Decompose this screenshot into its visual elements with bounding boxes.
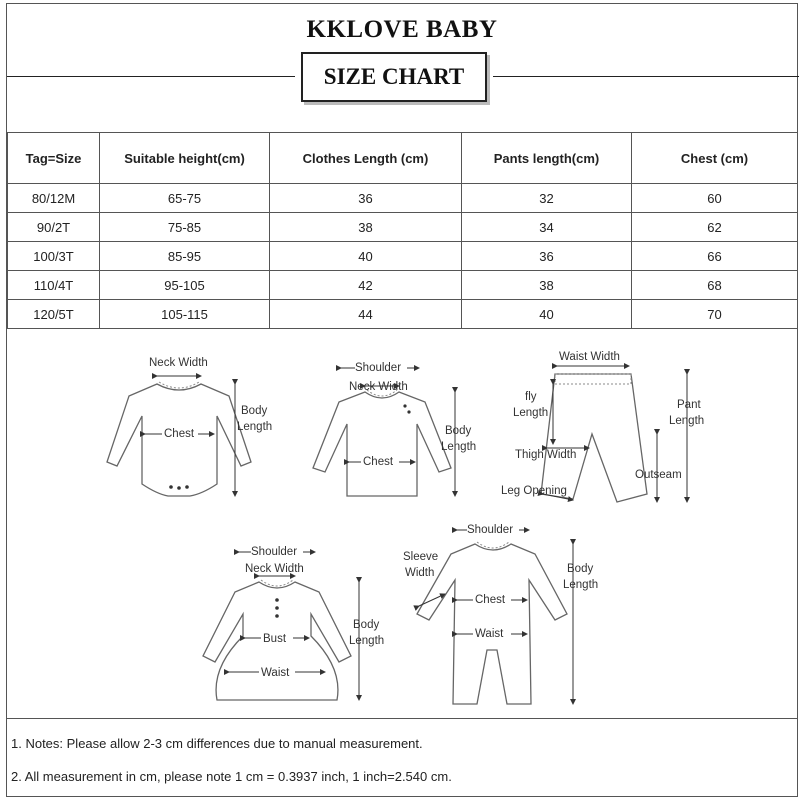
table-header-row (8, 133, 798, 184)
table-row (8, 213, 798, 242)
header (7, 4, 797, 133)
button-icon (275, 606, 279, 610)
diagrams-svg (7, 344, 797, 718)
shirt-length-label: Length (441, 441, 477, 453)
dress-body-label: Body (353, 619, 380, 631)
cell-size: 90/2T (8, 213, 100, 242)
romper-length-label: Length (563, 579, 599, 591)
cell-clothes-length: 40 (270, 242, 462, 271)
col-header-pants-length: Pants length(cm) (462, 133, 632, 184)
table-row (8, 184, 798, 213)
table-row (8, 271, 798, 300)
romper-body-label: Body (567, 563, 594, 575)
romper-shoulder-label: Shoulder (467, 524, 514, 536)
cell-chest: 62 (632, 213, 798, 242)
col-header-height: Suitable height(cm) (100, 133, 270, 184)
cell-chest: 66 (632, 242, 798, 271)
cell-size: 120/5T (8, 300, 100, 329)
col-header-tag-size: Tag=Size (8, 133, 100, 184)
dress-waist-label: Waist (261, 667, 290, 679)
dress-length-label: Length (349, 635, 385, 647)
bodysuit-length-label: Length (237, 421, 273, 433)
chart-title (301, 52, 487, 102)
table-row (8, 300, 798, 329)
chart-title-text: SIZE CHART (323, 64, 465, 89)
cell-chest: 70 (632, 300, 798, 329)
dress-neck-width-label: Neck Width (245, 563, 304, 575)
col-header-clothes-length: Clothes Length (cm) (270, 133, 462, 184)
table-row (8, 242, 798, 271)
cell-pants-length: 40 (462, 300, 632, 329)
pants-thigh-width-label: Thigh Width (515, 449, 577, 461)
notes-section (7, 718, 797, 796)
pants-fly-label: fly (525, 391, 537, 403)
romper-outline-icon (417, 544, 567, 704)
sleeve-width-arrow (419, 594, 445, 606)
bodysuit-body-label: Body (241, 405, 268, 417)
pants-diagram (501, 351, 704, 502)
pants-pant-label: Pant (677, 399, 701, 411)
col-header-chest: Chest (cm) (632, 133, 798, 184)
cell-height: 65-75 (100, 184, 270, 213)
divider-left (7, 76, 295, 77)
snap-icon (169, 485, 173, 489)
divider-right (493, 76, 799, 77)
button-icon (403, 404, 406, 407)
shirt-neck-width-label: Neck Width (349, 381, 408, 393)
snap-icon (177, 486, 181, 490)
cell-pants-length: 34 (462, 213, 632, 242)
size-chart-sheet (6, 3, 798, 797)
romper-waist-label: Waist (475, 628, 504, 640)
romper-sleeve-label: Sleeve (403, 551, 439, 563)
measurement-diagrams (7, 344, 797, 719)
pants-waist-width-label: Waist Width (559, 351, 620, 363)
bodysuit-neck-width-label: Neck Width (149, 357, 208, 369)
romper-diagram (403, 521, 598, 704)
cell-clothes-length: 36 (270, 184, 462, 213)
cell-height: 85-95 (100, 242, 270, 271)
cell-size: 110/4T (8, 271, 100, 300)
cell-clothes-length: 44 (270, 300, 462, 329)
romper-chest-label: Chest (475, 594, 506, 606)
pants-outline-icon (541, 374, 647, 502)
dress-shoulder-label: Shoulder (251, 546, 298, 558)
size-table (7, 132, 798, 329)
shirt-chest-label: Chest (363, 456, 394, 468)
button-icon (407, 410, 410, 413)
bodysuit-diagram (107, 357, 272, 496)
pants-outseam-label: Outseam (635, 469, 682, 481)
button-icon (275, 598, 279, 602)
cell-height: 95-105 (100, 271, 270, 300)
note-1: 1. Notes: Please allow 2-3 cm differences due to manual measurement. (11, 736, 423, 751)
shirt-shoulder-label: Shoulder (355, 362, 402, 374)
pants-pant-length-label: Length (669, 415, 705, 427)
cell-clothes-length: 38 (270, 213, 462, 242)
pants-leg-opening-label: Leg Opening (501, 485, 567, 497)
button-icon (275, 614, 279, 618)
dress-diagram (203, 543, 384, 700)
cell-chest: 68 (632, 271, 798, 300)
dress-bust-label: Bust (263, 633, 287, 645)
bodysuit-chest-label: Chest (164, 428, 195, 440)
cell-size: 100/3T (8, 242, 100, 271)
cell-chest: 60 (632, 184, 798, 213)
cell-clothes-length: 42 (270, 271, 462, 300)
cell-height: 105-115 (100, 300, 270, 329)
snap-icon (185, 485, 189, 489)
waistband-icon (555, 374, 631, 384)
shirt-body-label: Body (445, 425, 472, 437)
cell-height: 75-85 (100, 213, 270, 242)
cell-pants-length: 36 (462, 242, 632, 271)
cell-pants-length: 38 (462, 271, 632, 300)
shirt-outline-icon (313, 392, 451, 496)
brand-title: KKLOVE BABY (306, 16, 498, 43)
cell-pants-length: 32 (462, 184, 632, 213)
pants-fly-length-label: Length (513, 407, 549, 419)
shirt-diagram (313, 359, 476, 496)
romper-sleeve-width-label: Width (405, 567, 435, 579)
note-2: 2. All measurement in cm, please note 1 cm = 0.3937 inch, 1 inch=2.540 cm. (11, 769, 452, 784)
cell-size: 80/12M (8, 184, 100, 213)
